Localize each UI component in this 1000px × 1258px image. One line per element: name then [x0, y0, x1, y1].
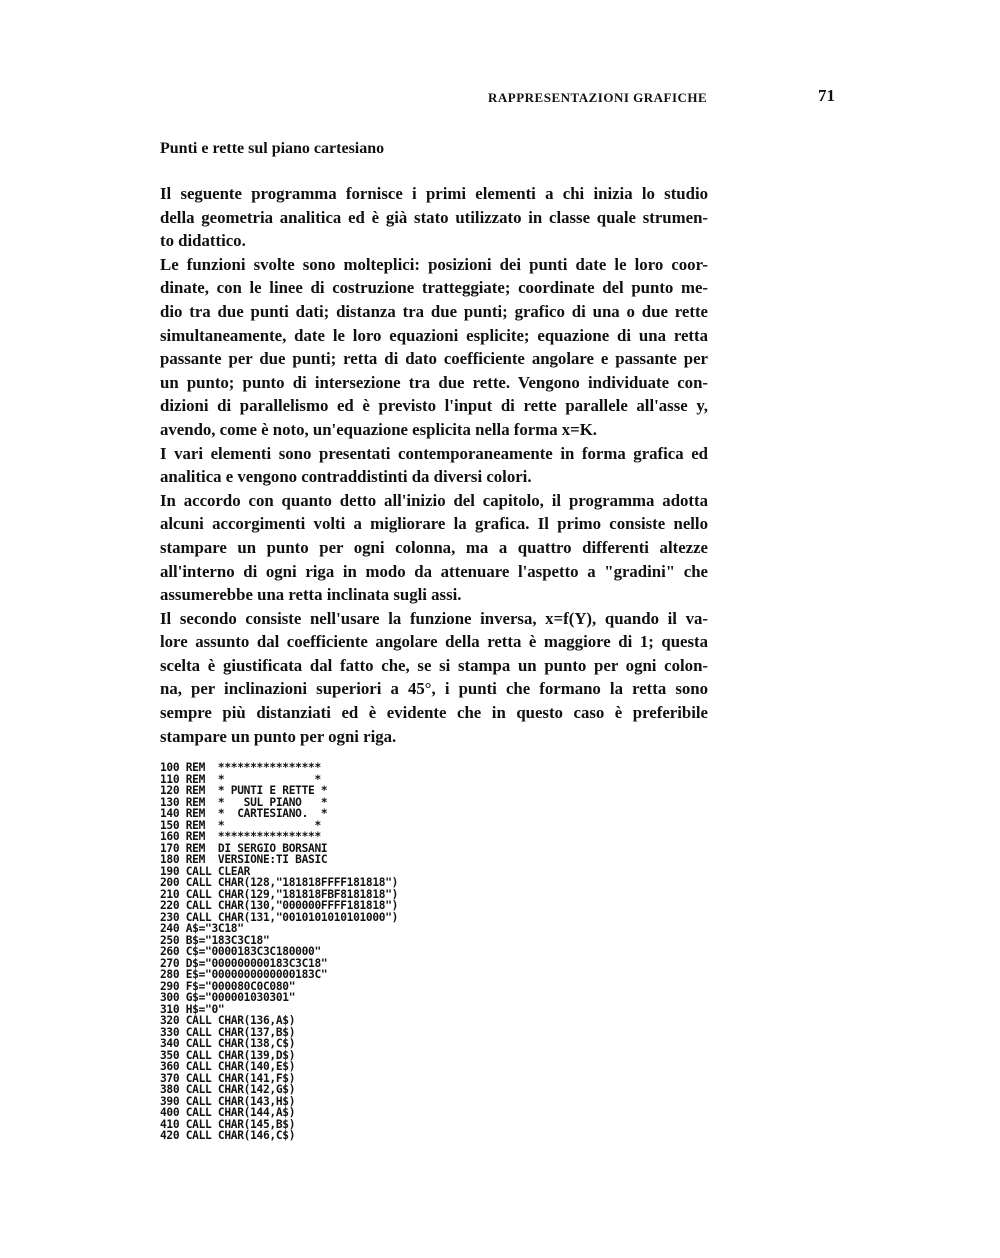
text-line: Le funzioni svolte sono molteplici: posizioni dei punti date le loro coor-: [160, 254, 708, 274]
text-line: passante per due punti; retta di dato coefficiente angolare e passante per: [160, 349, 708, 369]
text-line: dizioni di parallelismo ed è previsto l'input di rette parallele all'asse y,: [160, 396, 708, 416]
text-line: stampare un punto per ogni riga.: [160, 726, 397, 746]
code-line: 390 CALL CHAR(143,H$): [160, 1094, 296, 1108]
code-line: 370 CALL CHAR(141,F$): [160, 1071, 296, 1085]
text-line: della geometria analitica ed è già stato utilizzato in classe quale strumen-: [160, 207, 708, 227]
code-line: 260 C$="0000183C3C180000": [160, 945, 321, 958]
text-line: dinate, con le linee di costruzione tratteggiate; coordinate del punto me-: [160, 278, 708, 298]
code-line: 290 F$="000080C0C080": [160, 979, 296, 993]
running-head: RAPPRESENTAZIONI GRAFICHE: [488, 90, 708, 105]
paragraph: [160, 182, 708, 253]
code-line: 240 A$="3C18": [160, 922, 244, 935]
text-line: to didattico.: [160, 231, 246, 251]
text-line: Il seguente programma fornisce i primi elementi a chi inizia lo studio: [160, 184, 708, 203]
code-listing: [160, 762, 398, 1142]
code-line: 170 REM DI SERGIO BORSANI: [160, 841, 328, 855]
code-line: 310 H$="0": [160, 1002, 225, 1016]
text-line: dio tra due punti dati; distanza tra due punti; grafico di una o due rette: [160, 301, 708, 321]
code-line: 100 REM ****************: [160, 761, 321, 774]
text-line: un punto; punto di intersezione tra due rette. Vengono individuate con-: [160, 372, 708, 392]
code-line: 220 CALL CHAR(130,"000000FFFF181818"): [160, 899, 399, 912]
text-line: In accordo con quanto detto all'inizio del capitolo, il programma adotta: [160, 490, 708, 510]
text-line: na, per inclinazioni superiori a 45°, i punti che formano la retta sono: [160, 679, 708, 699]
text-line: all'interno di ogni riga in modo da attenuare l'aspetto a "gradini" che: [160, 561, 708, 581]
code-line: 210 CALL CHAR(129,"181818FBF8181818"): [160, 887, 399, 901]
text-line: simultaneamente, date le loro equazioni esplicite; equazione di una retta: [160, 325, 708, 345]
code-line: 130 REM * SUL PIANO *: [160, 795, 328, 809]
body-text: [160, 182, 708, 748]
text-line: sempre più distanziati ed è evidente che in questo caso è preferibile: [160, 703, 708, 723]
code-line: 280 E$="0000000000000183C": [160, 968, 328, 981]
code-line: 200 CALL CHAR(128,"181818FFFF181818"): [160, 876, 399, 889]
code-line: 320 CALL CHAR(136,A$): [160, 1014, 296, 1027]
text-line: avendo, come è noto, un'equazione esplicita nella forma x=K.: [160, 419, 597, 439]
code-line: 230 CALL CHAR(131,"0010101010101000"): [160, 910, 399, 924]
text-line: lore assunto dal coefficiente angolare della retta è maggiore di 1; questa: [160, 632, 708, 652]
code-line: 350 CALL CHAR(139,D$): [160, 1048, 296, 1062]
code-line: 300 G$="000001030301": [160, 991, 296, 1004]
code-line: 250 B$="183C3C18": [160, 933, 270, 947]
code-line: 410 CALL CHAR(145,B$): [160, 1117, 296, 1131]
text-line: stampare un punto per ogni colonna, ma a quattro differenti altezze: [160, 537, 708, 557]
paragraph: [160, 442, 708, 489]
text-line: Il secondo consiste nell'usare la funzione inversa, x=f(Y), quando il va-: [160, 608, 708, 628]
code-line: 380 CALL CHAR(142,G$): [160, 1083, 296, 1096]
paragraph: [160, 489, 708, 607]
paragraph: [160, 253, 708, 442]
text-line: alcuni accorgimenti volti a migliorare la grafica. Il primo consiste nello: [160, 514, 708, 534]
code-line: 140 REM * CARTESIANO. *: [160, 807, 328, 820]
code-line: 150 REM * *: [160, 818, 321, 832]
code-line: 400 CALL CHAR(144,A$): [160, 1106, 296, 1119]
text-line: assumerebbe una retta inclinata sugli assi.: [160, 585, 462, 605]
paragraph: [160, 607, 708, 749]
code-line: 270 D$="000000000183C3C18": [160, 956, 328, 970]
code-line: 360 CALL CHAR(140,E$): [160, 1060, 296, 1073]
code-line: 160 REM ****************: [160, 830, 321, 843]
code-line: 190 CALL CLEAR: [160, 864, 251, 878]
page-number: 71: [818, 86, 835, 105]
text-line: I vari elementi sono presentati contemporaneamente in forma grafica ed: [160, 443, 708, 463]
text-line: analitica e vengono contraddistinti da diversi colori.: [160, 467, 532, 487]
code-line: 330 CALL CHAR(137,B$): [160, 1025, 296, 1039]
code-line: 420 CALL CHAR(146,C$): [160, 1129, 296, 1142]
code-line: 110 REM * *: [160, 772, 321, 786]
code-line: 120 REM * PUNTI E RETTE *: [160, 784, 328, 797]
code-line: 180 REM VERSIONE:TI BASIC: [160, 853, 328, 866]
section-title: Punti e rette sul piano cartesiano: [160, 140, 385, 157]
code-line: 340 CALL CHAR(138,C$): [160, 1037, 296, 1050]
text-line: scelta è giustificata dal fatto che, se si stampa un punto per ogni colon-: [160, 655, 708, 675]
